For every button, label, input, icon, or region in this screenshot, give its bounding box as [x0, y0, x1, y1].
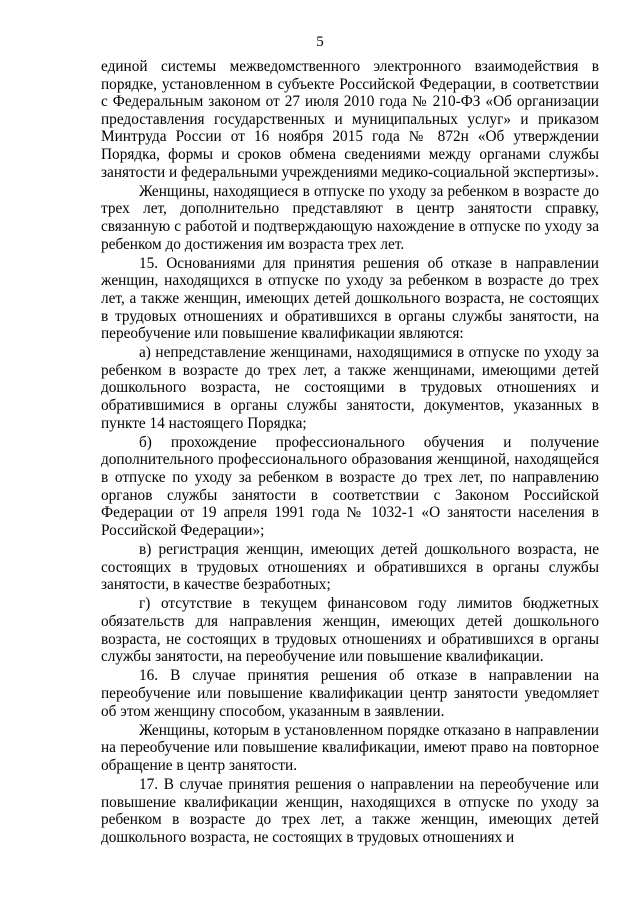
list-item-g: г) отсутствие в текущем финансовом году лимитов бюджетных обязательств для направления женщин, имеющих детей дошкольного возраста, не состоящих в трудовых отношениях и обратившихся в органы службы занятости, на переобучение или повышение квалификации.: [101, 595, 599, 666]
document-body: [101, 58, 599, 848]
paragraph-continuation: единой системы межведомственного электронного взаимодействия в порядке, установленном в субъекте Российской Федерации, в соответствии с Федеральным законом от 27 июля 2010 года № 210-ФЗ «Об организации предоставления государственных и муниципальных услуг» и приказом Минтруда России от 16 ноября 2015 года № 872н «Об утверждении Порядка, формы и сроков обмена сведениями между органами службы занятости и федеральными учреждениями медико-социальной экспертизы».: [101, 58, 599, 181]
paragraph-15-refusal-grounds: 15. Основаниями для принятия решения об отказе в направлении женщин, находящихся в отпуске по уходу за ребенком в возрасте до трех лет, а также женщин, имеющих детей дошкольного возраста, не состоящих в трудовых отношениях и обратившихся в органы службы занятости, на переобучение или повышение квалификации являются:: [101, 254, 599, 343]
page-number: 5: [316, 34, 324, 50]
paragraph-repeat-application: Женщины, которым в установленном порядке отказано в направлении на переобучение или повышение квалификации, имеют право на повторное обращение в центр занятости.: [101, 721, 599, 774]
list-item-a: а) непредставление женщинами, находящимися в отпуске по уходу за ребенком в возрасте до трех лет, а также женщинами, имеющими детей дошкольного возраста, не состоящими в трудовых отношениях и обратившимися в органы службы занятости, документов, указанных в пункте 14 настоящего Порядка;: [101, 344, 599, 432]
paragraph-17-referral: 17. В случае принятия решения о направлении на переобучение или повышение квалификации женщин, находящихся в отпуске по уходу за ребенком в возрасте до трех лет, а также женщин, имеющих детей дошкольного возраста, не состоящих в трудовых отношениях и: [101, 776, 599, 846]
paragraph-certificate-requirement: Женщины, находящиеся в отпуске по уходу за ребенком в возрасте до трех лет, дополнительно представляют в центр занятости справку, связанную с работой и подтверждающую нахождение в отпуске по уходу за ребенком до достижения им возраста трех лет.: [101, 182, 599, 253]
list-item-b: б) прохождение профессионального обучения и получение дополнительного профессионального образования женщиной, находящейся в отпуске по уходу за ребенком в возрасте до трех лет, по направлению органов службы занятости в соответствии с Законом Российской Федерации от 19 апреля 1991 года № 1032-1 «О занятости населения в Российской Федерации»;: [101, 433, 599, 539]
list-item-v: в) регистрация женщин, имеющих детей дошкольного возраста, не состоящих в трудовых отношениях и обратившихся в органы службы занятости, в качестве безработных;: [101, 541, 599, 594]
paragraph-16-notification: 16. В случае принятия решения об отказе в направлении на переобучение или повышение квалификации центр занятости уведомляет об этом женщину способом, указанным в заявлении.: [101, 667, 599, 720]
